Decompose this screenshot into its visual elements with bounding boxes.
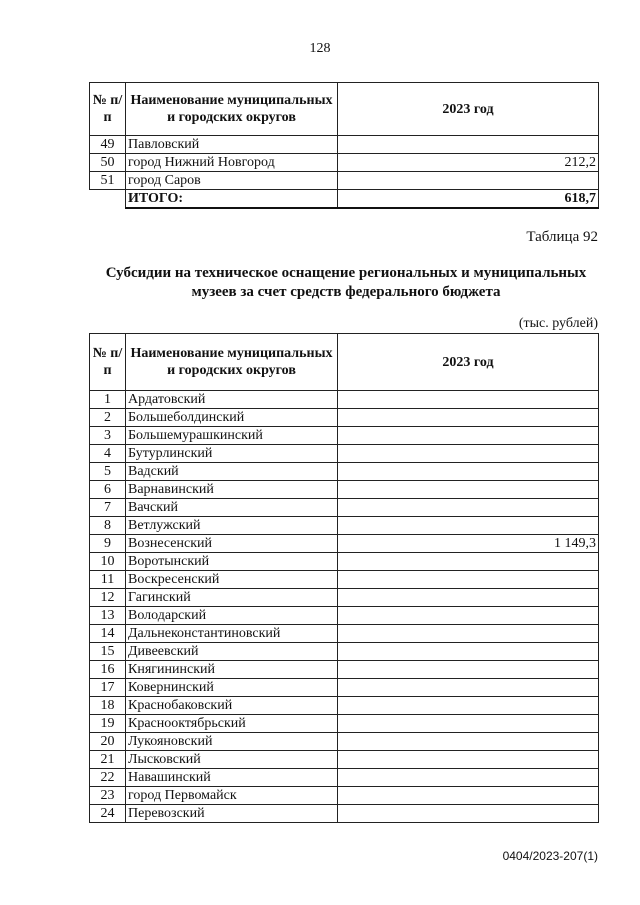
row-name: Княгининский (126, 661, 338, 679)
row-value (338, 427, 599, 445)
row-name: Ветлужский (126, 517, 338, 535)
row-value (338, 463, 599, 481)
row-number: 11 (90, 571, 126, 589)
row-name: Краснооктябрьский (126, 715, 338, 733)
row-number: 5 (90, 463, 126, 481)
row-name: Ковернинский (126, 679, 338, 697)
row-number: 10 (90, 553, 126, 571)
row-name: Большемурашкинский (126, 427, 338, 445)
row-name: Вознесенский (126, 535, 338, 553)
row-name: Дальнеконстантиновский (126, 625, 338, 643)
table-row (90, 172, 599, 190)
table-row (90, 427, 599, 445)
row-value (338, 136, 599, 154)
row-name: Дивеевский (126, 643, 338, 661)
row-value (338, 553, 599, 571)
row-value (338, 481, 599, 499)
table-row (90, 535, 599, 553)
row-name: Навашинский (126, 769, 338, 787)
table-1-header-row (90, 83, 599, 136)
table-1-body (90, 136, 599, 209)
table-row (90, 679, 599, 697)
row-number: 16 (90, 661, 126, 679)
table-row (90, 463, 599, 481)
row-value (338, 607, 599, 625)
row-number: 51 (90, 172, 126, 190)
table-2 (89, 333, 599, 823)
row-value (338, 409, 599, 427)
row-number: 1 (90, 391, 126, 409)
table-row (90, 733, 599, 751)
header-num: № п/п (90, 334, 126, 391)
row-number: 20 (90, 733, 126, 751)
document-code: 0404/2023-207(1) (502, 849, 598, 863)
row-name: Вадский (126, 463, 338, 481)
row-number: 9 (90, 535, 126, 553)
row-value (338, 787, 599, 805)
row-value (338, 769, 599, 787)
row-name: Гагинский (126, 589, 338, 607)
table-row (90, 643, 599, 661)
row-value (338, 733, 599, 751)
row-name: Ардатовский (126, 391, 338, 409)
row-name: Володарский (126, 607, 338, 625)
row-number: 49 (90, 136, 126, 154)
row-value (338, 661, 599, 679)
table-row (90, 697, 599, 715)
row-value (338, 679, 599, 697)
row-name: город Первомайск (126, 787, 338, 805)
row-value (338, 697, 599, 715)
total-value: 618,7 (338, 190, 599, 209)
row-number: 50 (90, 154, 126, 172)
row-value (338, 445, 599, 463)
table-row (90, 769, 599, 787)
total-row (90, 190, 599, 209)
table-row (90, 751, 599, 769)
table-1 (89, 82, 599, 209)
row-name: Бутурлинский (126, 445, 338, 463)
row-value (338, 715, 599, 733)
row-number: 6 (90, 481, 126, 499)
row-value (338, 643, 599, 661)
table-row (90, 154, 599, 172)
row-number: 3 (90, 427, 126, 445)
units-label: (тыс. рублей) (518, 316, 598, 331)
row-name: Павловский (126, 136, 338, 154)
table-row (90, 391, 599, 409)
row-value (338, 751, 599, 769)
row-number: 13 (90, 607, 126, 625)
row-name: Краснобаковский (126, 697, 338, 715)
table-row (90, 805, 599, 823)
row-value (338, 571, 599, 589)
row-value (338, 391, 599, 409)
row-name: Перевозский (126, 805, 338, 823)
header-name: Наименование муниципальных и городских округов (126, 334, 338, 391)
total-blank (90, 190, 126, 209)
row-value (338, 625, 599, 643)
row-number: 8 (90, 517, 126, 535)
table-row (90, 553, 599, 571)
total-label: ИТОГО: (126, 190, 338, 209)
row-number: 23 (90, 787, 126, 805)
table-row (90, 517, 599, 535)
table-row (90, 481, 599, 499)
table-row (90, 661, 599, 679)
page-number: 128 (309, 41, 331, 56)
row-number: 7 (90, 499, 126, 517)
row-number: 2 (90, 409, 126, 427)
row-name: Воротынский (126, 553, 338, 571)
row-name: Лукояновский (126, 733, 338, 751)
table-caption: Таблица 92 (526, 229, 598, 245)
row-number: 18 (90, 697, 126, 715)
table-title: Субсидии на техническое оснащение региональных и муниципальных музеев за счет средств федерального бюджета (105, 265, 587, 300)
table-row (90, 787, 599, 805)
row-value: 1 149,3 (338, 535, 599, 553)
table-row (90, 607, 599, 625)
table-row (90, 571, 599, 589)
row-number: 24 (90, 805, 126, 823)
table-row (90, 136, 599, 154)
header-year: 2023 год (338, 334, 599, 391)
row-name: Большеболдинский (126, 409, 338, 427)
row-value (338, 172, 599, 190)
table-2-body (90, 391, 599, 823)
table-row (90, 625, 599, 643)
row-name: Воскресенский (126, 571, 338, 589)
header-num: № п/п (90, 83, 126, 136)
table-row (90, 589, 599, 607)
row-value (338, 517, 599, 535)
row-value (338, 499, 599, 517)
row-value: 212,2 (338, 154, 599, 172)
row-name: город Нижний Новгород (126, 154, 338, 172)
table-row (90, 499, 599, 517)
row-number: 22 (90, 769, 126, 787)
table-row (90, 409, 599, 427)
row-name: Варнавинский (126, 481, 338, 499)
row-number: 19 (90, 715, 126, 733)
row-name: Лысковский (126, 751, 338, 769)
header-year: 2023 год (338, 83, 599, 136)
row-number: 17 (90, 679, 126, 697)
row-value (338, 805, 599, 823)
row-number: 14 (90, 625, 126, 643)
row-name: Вачский (126, 499, 338, 517)
table-2-header-row (90, 334, 599, 391)
row-number: 4 (90, 445, 126, 463)
table-row (90, 715, 599, 733)
row-name: город Саров (126, 172, 338, 190)
row-value (338, 589, 599, 607)
row-number: 21 (90, 751, 126, 769)
row-number: 12 (90, 589, 126, 607)
table-row (90, 445, 599, 463)
row-number: 15 (90, 643, 126, 661)
header-name: Наименование муниципальных и городских округов (126, 83, 338, 136)
